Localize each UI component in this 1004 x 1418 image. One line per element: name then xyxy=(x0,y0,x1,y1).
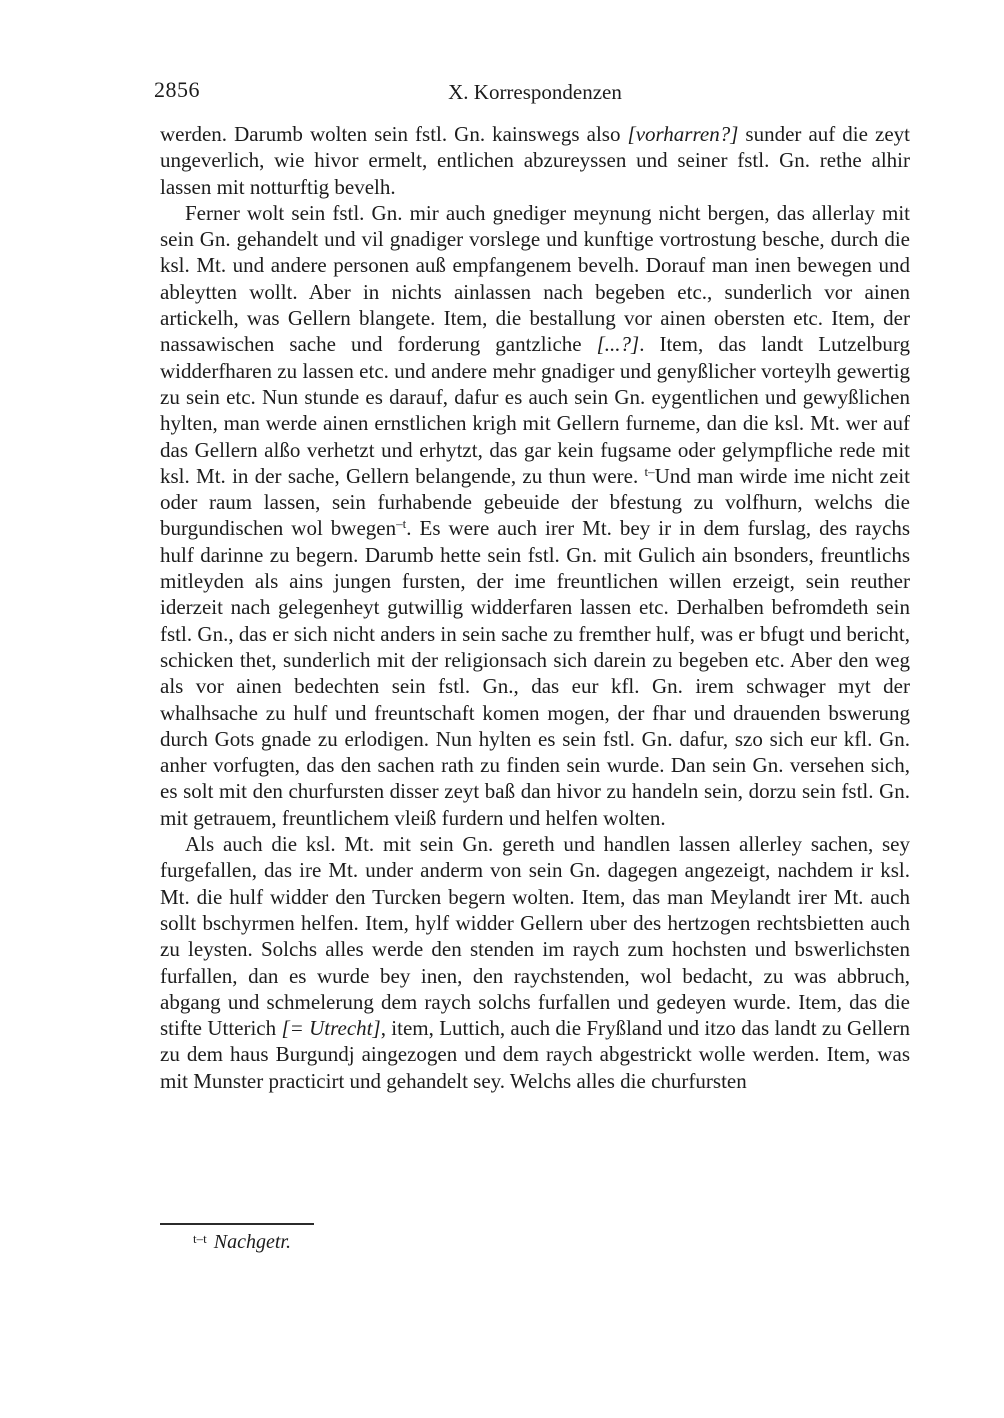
text-segment: sunder auf die zeyt ungeverlich, wie hivor ermelt, entlichen abzureyssen und seiner fstl. Gn. rethe alhir lassen mit notturftig bevelh. xyxy=(160,122,910,199)
text-segment: . Item, das landt Lutzelburg widderfharen zu lassen etc. und andere mehr gnadiger und genyßlicher vorteylh gewertig zu sein etc. Nun stunde es darauf, dafur es auch sein Gn. eygentlichen und gewyßlichen hylten, man werde ainen ernstlichen krigh mit Gellern furneme, dan die ksl. Mt. wer auf das Gellern alßo verhetzt und erhytzt, das gar kein fugsame oder gelympfliche rede mit ksl. Mt. in der sache, Gellern belangende, zu thun were. xyxy=(160,332,910,488)
collation-mark: t– xyxy=(644,463,655,479)
editorial-italic-segment: [= Utrecht] xyxy=(281,1016,381,1041)
text-segment: werden. Darumb wolten sein fstl. Gn. kainswegs also xyxy=(160,122,628,146)
running-title: X. Korrespondenzen xyxy=(448,80,622,104)
text-segment: . Es were auch irer Mt. bey ir in dem furslag, des raychs hulf darinne zu begern. Darumb hette sein fstl. Gn. mit Gulich ain bsonders, freuntlichs mitleyden als ains jungen fursten, der ime freuntlichen willen erzeigt, sein reuther iderzeit nach gelegenheyt gutwillig widderfaren lassen etc. Derhalben befromdeth sein fstl. Gn., das er sich nicht anders in sein sache zu fremther hulf, was er bfugt und bericht, schicken thet, sunderlich mit der religionsach sich darein zu begeben etc. Aber den weg als vor ainen bedechten sein fstl. Gn., das eur kfl. Gn. irem schwager myt der whalhsache zu hulf und freuntschaft komen mogen, der fhar und drauenden bswerung durch Gots gnade zu erlodigen. Nun hylten es sein fstl. Gn. dafur, szo sich eur kfl. Gn. anher vorfugten, das den sachen rath zu finden sein wurde. Dan sein Gn. versehen sich, es solt mit den churfursten disser zeyt baß dan hivor zu handeln sein, dorzu sein fstl. Gn. mit getrauem, freuntlichem vleiß furdern und helfen wolten. xyxy=(160,516,911,830)
paragraph xyxy=(160,200,910,831)
text-body xyxy=(160,121,910,1094)
editorial-italic-segment: [vorharren?] xyxy=(627,122,739,146)
text-segment: Und man wirde ime nicht zeit oder raum lassen, sein furhabende gebeuide der bfestung zu volfhurn, welchs die burgundischen wol bwegen xyxy=(160,463,910,541)
editorial-italic-segment: [...?] xyxy=(596,332,640,357)
collation-mark: –t xyxy=(396,516,407,532)
footnote xyxy=(160,1230,910,1256)
page-number: 2856 xyxy=(154,77,200,102)
paragraph xyxy=(160,831,910,1094)
paragraph xyxy=(160,121,910,200)
footnote-marker: t–t xyxy=(193,1231,207,1246)
text-segment: Als auch die ksl. Mt. mit sein Gn. gereth und handlen lassen allerley sachen, sey furgefallen, das ire Mt. under anderm von sein Gn. dagegen angezeigt, nachdem ir ksl. Mt. die hulf widder den Turcken begern wolten. Item, das man Meylandt irer Mt. auch sollt bschyrmen helfen. Item, hylf widder Gellern uber des hertzogen rechtsbietten auch zu leysten. Solchs alles werde den stenden im raych zum hochsten und bswerlichsten furfallen, dan es wurde bey inen, den raychstenden, wol bedacht, zu was abbruch, abgang und schmelerung dem raych solchs furfallen und gedeyen wurde. Item, das die stifte Utterich xyxy=(160,832,910,1041)
footnote-label: Nachgetr. xyxy=(213,1231,291,1253)
footnote-block xyxy=(160,1223,910,1256)
text-segment: , item, Luttich, auch die Fryßland und itzo das landt zu Gellern zu dem haus Burgundj aingezogen und dem raych abgestrickt wolle werden. Item, was mit Munster practicirt und gehandelt sey. Welchs alles die churfursten xyxy=(160,1016,910,1093)
text-segment: Ferner wolt sein fstl. Gn. mir auch gnediger meynung nicht bergen, das allerlay mit sein Gn. gehandelt und vil gnadiger vorslege und kunftige vortrostung besche, durch die ksl. Mt. und andere personen auß empfangenem bevelh. Dorauf man inen bewegen und ableytten wollt. Aber in nichts ainlassen nach begeben etc., sunderlich vor ainen artickelh, was Gellern blangete. Item, die bestallung vor ainen obersten etc. Item, der nassawischen sache und forderung gantzliche xyxy=(160,200,910,357)
footnote-separator xyxy=(160,1223,314,1225)
